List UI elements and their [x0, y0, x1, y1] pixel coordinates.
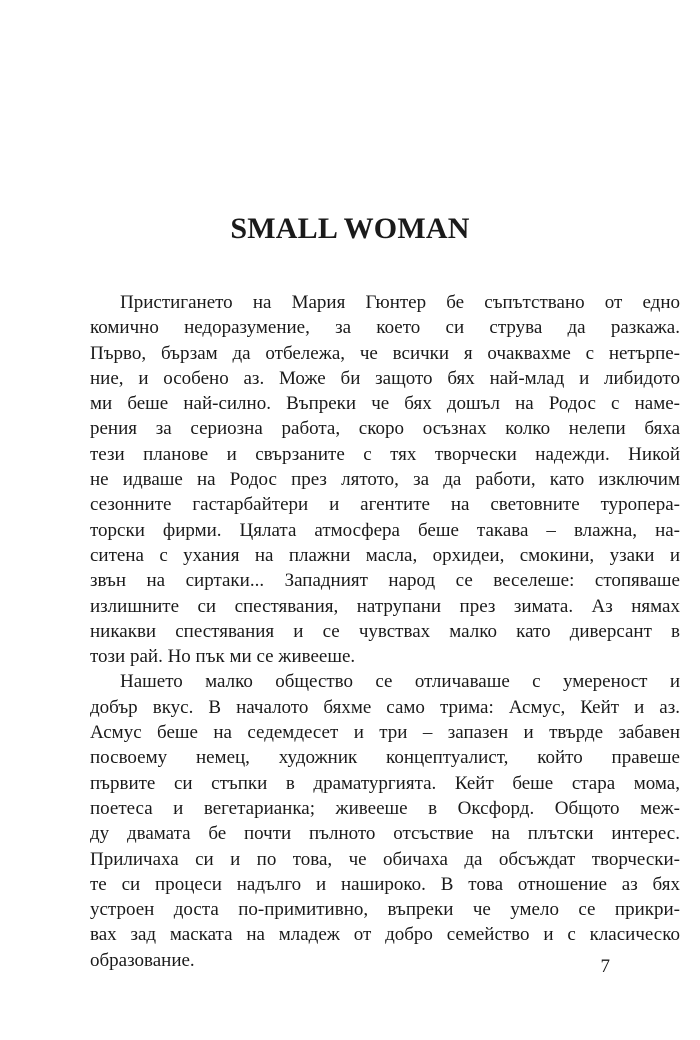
- text-line: никакви спестявания и се чувствах малко като диверсант в: [90, 620, 680, 642]
- body-text: [90, 290, 680, 973]
- text-line: ду двамата бе почти пълното отсъствие на плътски интерес.: [90, 823, 680, 845]
- text-line: излишните си спестявания, натрупани през зимата. Аз нямах: [90, 595, 680, 617]
- text-line: сезонните гастарбайтери и агентите на световните туропера-: [90, 494, 680, 516]
- text-line: тези планове и свързаните с тях творчески надежди. Никой: [90, 443, 680, 465]
- text-line: ние, и особено аз. Може би защото бях най-млад и либидото: [90, 367, 680, 389]
- text-line: Пристигането на Мария Гюнтер бе съпътствано от едно: [120, 292, 680, 313]
- text-line: посвоему немец, художник концептуалист, който правеше: [90, 747, 680, 769]
- text-line: комично недоразумение, за което си струва да разкажа.: [90, 317, 680, 339]
- text-line: звън на сиртаки... Западният народ се веселеше: стопяваше: [90, 570, 680, 592]
- text-line: торски фирми. Цялата атмосфера беше такава – влажна, на-: [90, 519, 680, 541]
- text-line: първите си стъпки в драматургията. Кейт беше стара мома,: [90, 772, 680, 794]
- text-line: Приличаха си и по това, че обичаха да обсъждат творчески-: [90, 848, 680, 870]
- chapter-title: SMALL WOMAN: [230, 212, 470, 245]
- text-line: образование.: [90, 949, 195, 971]
- text-line: този рай. Но пък ми се живееше.: [90, 646, 356, 668]
- text-line: рения за сериозна работа, скоро осъзнах колко нелепи бяха: [90, 418, 680, 440]
- text-line: Първо, бързам да отбележа, че всички я очаквахме с нетърпе-: [90, 342, 680, 364]
- text-line: ми беше най-силно. Въпреки че бях дошъл на Родос с наме-: [90, 393, 680, 415]
- page-number: 7: [600, 956, 610, 977]
- text-line: не идваше на Родос през лятото, за да работи, като изключим: [90, 469, 680, 491]
- text-line: Нашето малко общество се отличаваше с умереност и: [120, 671, 680, 693]
- paragraph: [90, 290, 680, 669]
- text-line: те си процеси надълго и нашироко. В това отношение аз бях: [90, 873, 680, 895]
- text-line: Асмус беше на седемдесет и три – запазен и твърде забавен: [90, 722, 680, 744]
- text-line: добър вкус. В началото бяхме само трима: Асмус, Кейт и аз.: [90, 696, 680, 718]
- text-line: вах зад маската на младеж от добро семейство и с класическо: [90, 924, 680, 946]
- text-line: поетеса и вегетарианка; живееше в Оксфорд. Общото меж-: [90, 797, 680, 819]
- text-line: ситена с ухания на плажни масла, орхидеи, смокини, узаки и: [90, 544, 680, 566]
- text-line: устроен доста по-примитивно, въпреки че умело се прикри-: [90, 899, 680, 921]
- paragraph: [90, 669, 680, 973]
